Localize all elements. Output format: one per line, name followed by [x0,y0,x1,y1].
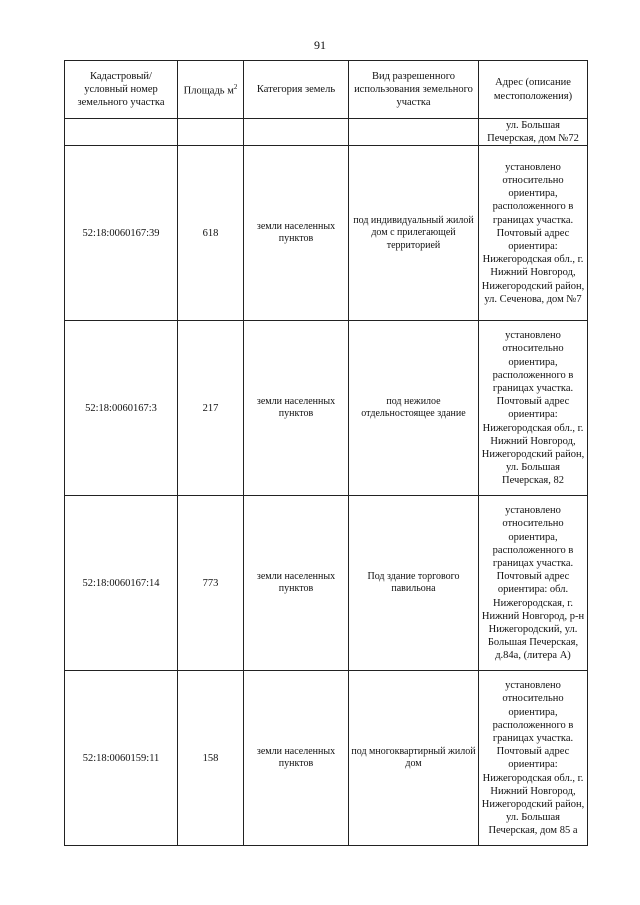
cell-cadastral: 52:18:0060167:14 [65,496,178,671]
cell-use: под многоквартирный жилой дом [349,671,479,846]
table-row [65,146,588,321]
header-cadastral-number: Кадастровый/ условный номер земельного участка [65,61,178,119]
cell-category: земли населенных пунктов [244,496,349,671]
cell-cadastral: 52:18:0060167:39 [65,146,178,321]
cell-category: земли населенных пунктов [244,146,349,321]
cell-address: установлено относительно ориентира, расположенного в границах участка. Почтовый адрес ориентира: Нижегородская обл., г. Нижний Новгород, Нижегородский район, ул. Сеченова, дом №7 [479,146,588,321]
cell-area: 618 [178,146,244,321]
cell-use: под индивидуальный жилой дом с прилегающей территорией [349,146,479,321]
cell-cadastral: 52:18:0060167:3 [65,321,178,496]
header-land-category: Категория земель [244,61,349,119]
table-header-row [65,61,588,119]
cell-use: под нежилое отдельностоящее здание [349,321,479,496]
header-area-unit-exponent: 2 [233,83,238,92]
header-permitted-use: Вид разрешенного использования земельного участка [349,61,479,119]
table-row [65,496,588,671]
cell-use [349,119,479,146]
cell-cadastral [65,119,178,146]
cell-category: земли населенных пунктов [244,321,349,496]
cell-area: 217 [178,321,244,496]
cell-area: 773 [178,496,244,671]
cell-address: установлено относительно ориентира, расположенного в границах участка. Почтовый адрес ориентира: обл. Нижегородская, г. Нижний Новгород, р-н Нижегородский, ул. Большая Печерская, д.84а, (литера А) [479,496,588,671]
cell-category: земли населенных пунктов [244,671,349,846]
cell-area [178,119,244,146]
cell-address: установлено относительно ориентира, расположенного в границах участка. Почтовый адрес ориентира: Нижегородская обл., г. Нижний Новгород, Нижегородский район, ул. Большая Печерская, дом 85 а [479,671,588,846]
cell-cadastral: 52:18:0060159:11 [65,671,178,846]
header-area-label: Площадь м [183,85,234,97]
page-number: 91 [314,38,326,52]
header-address: Адрес (описание местоположения) [479,61,588,119]
cell-address: установлено относительно ориентира, расположенного в границах участка. Почтовый адрес ориентира: Нижегородская обл., г. Нижний Новгород, Нижегородский район, ул. Большая Печерская, 82 [479,321,588,496]
cell-area: 158 [178,671,244,846]
table-row [65,321,588,496]
cell-address: ул. Большая Печерская, дом №72 [479,119,588,146]
table-row-continuation [65,119,588,146]
land-plots-table [64,60,588,846]
header-area [178,61,244,119]
cell-category [244,119,349,146]
table-row [65,671,588,846]
cell-use: Под здание торгового павильона [349,496,479,671]
